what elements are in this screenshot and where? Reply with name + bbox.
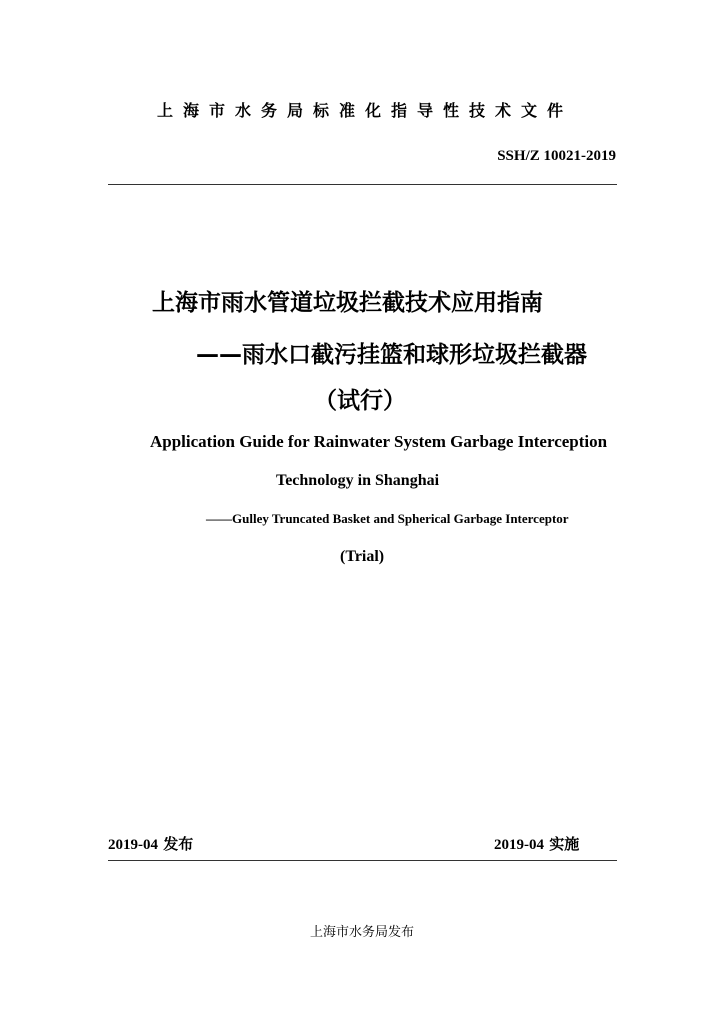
english-trial-note: (Trial) xyxy=(340,548,385,565)
issue-date xyxy=(108,833,193,854)
issue-date-label: 发布 xyxy=(163,835,194,853)
english-title-line-2: Technology in Shanghai xyxy=(276,472,440,489)
implementation-date-label: 实施 xyxy=(549,835,580,853)
english-subtitle: ——Gulley Truncated Basket and Spherical Garbage Interceptor xyxy=(206,511,569,526)
publisher: 上海市水务局发布 xyxy=(309,925,414,940)
top-divider xyxy=(108,184,617,185)
implementation-date-value: 2019-04 xyxy=(494,837,544,853)
issue-date-value: 2019-04 xyxy=(108,837,158,853)
implementation-date xyxy=(494,833,579,854)
chinese-title-trial-note: （试行） xyxy=(314,388,406,414)
bottom-divider xyxy=(108,860,617,861)
english-title-line-1: Application Guide for Rainwater System Garbage Interception xyxy=(150,432,608,451)
chinese-title-subtitle: ——雨水口截污挂篮和球形垃圾拦截器 xyxy=(196,342,587,368)
document-series-header: 上海市水务局标准化指导性技术文件 xyxy=(156,101,573,120)
chinese-title-main: 上海市雨水管道垃圾拦截技术应用指南 xyxy=(152,290,543,316)
standard-number: SSH/Z 10021-2019 xyxy=(497,148,616,164)
